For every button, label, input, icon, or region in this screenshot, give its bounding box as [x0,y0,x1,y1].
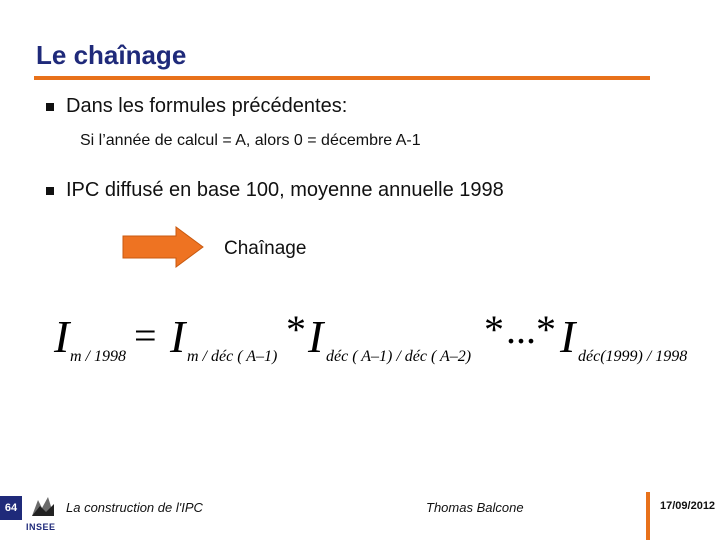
bullet-ipc [46,179,504,202]
chaining-label: Chaînage [224,238,307,259]
title-underline [34,76,650,80]
formula-index-symbol: I [170,311,186,362]
footer-divider [646,492,650,540]
formula-index-symbol: I [308,311,324,362]
slide-number: 64 [0,496,22,520]
bullet-formulas [46,95,347,118]
footer-presentation-title: La construction de l'IPC [66,500,203,515]
formula-term3-subscript: déc ( A–1) / déc ( A–2) [326,348,472,365]
formula-multiply: * [286,307,306,352]
chaining-formula [50,300,710,380]
formula-term2-subscript: m / déc ( A–1) [187,348,278,365]
formula-term4-subscript: déc(1999) / 1998 [578,348,688,365]
bullet-formulas-text: Dans les formules précédentes: [66,95,348,117]
insee-logo-icon [30,494,56,520]
formula-ellipsis: ... [506,307,536,352]
insee-logo-text: INSEE [26,522,56,532]
square-bullet-icon [46,187,54,195]
bullet-ipc-text: IPC diffusé en base 100, moyenne annuelle 1998 [66,179,504,201]
formula-term1-subscript: m / 1998 [70,348,126,365]
right-arrow-icon [122,226,204,268]
formula-index-symbol: I [560,311,576,362]
formula-equals: = [134,313,157,358]
bullet-formulas-subtext: Si l’année de calcul = A, alors 0 = décembre A-1 [80,132,421,149]
footer-date: 17/09/2012 [660,500,716,512]
formula-multiply: * [536,307,556,352]
slide-title: Le chaînage [36,40,187,70]
insee-logo [24,492,60,538]
formula-multiply: * [484,307,504,352]
formula-index-symbol: I [54,311,70,362]
footer-author: Thomas Balcone [426,500,524,515]
square-bullet-icon [46,103,54,111]
